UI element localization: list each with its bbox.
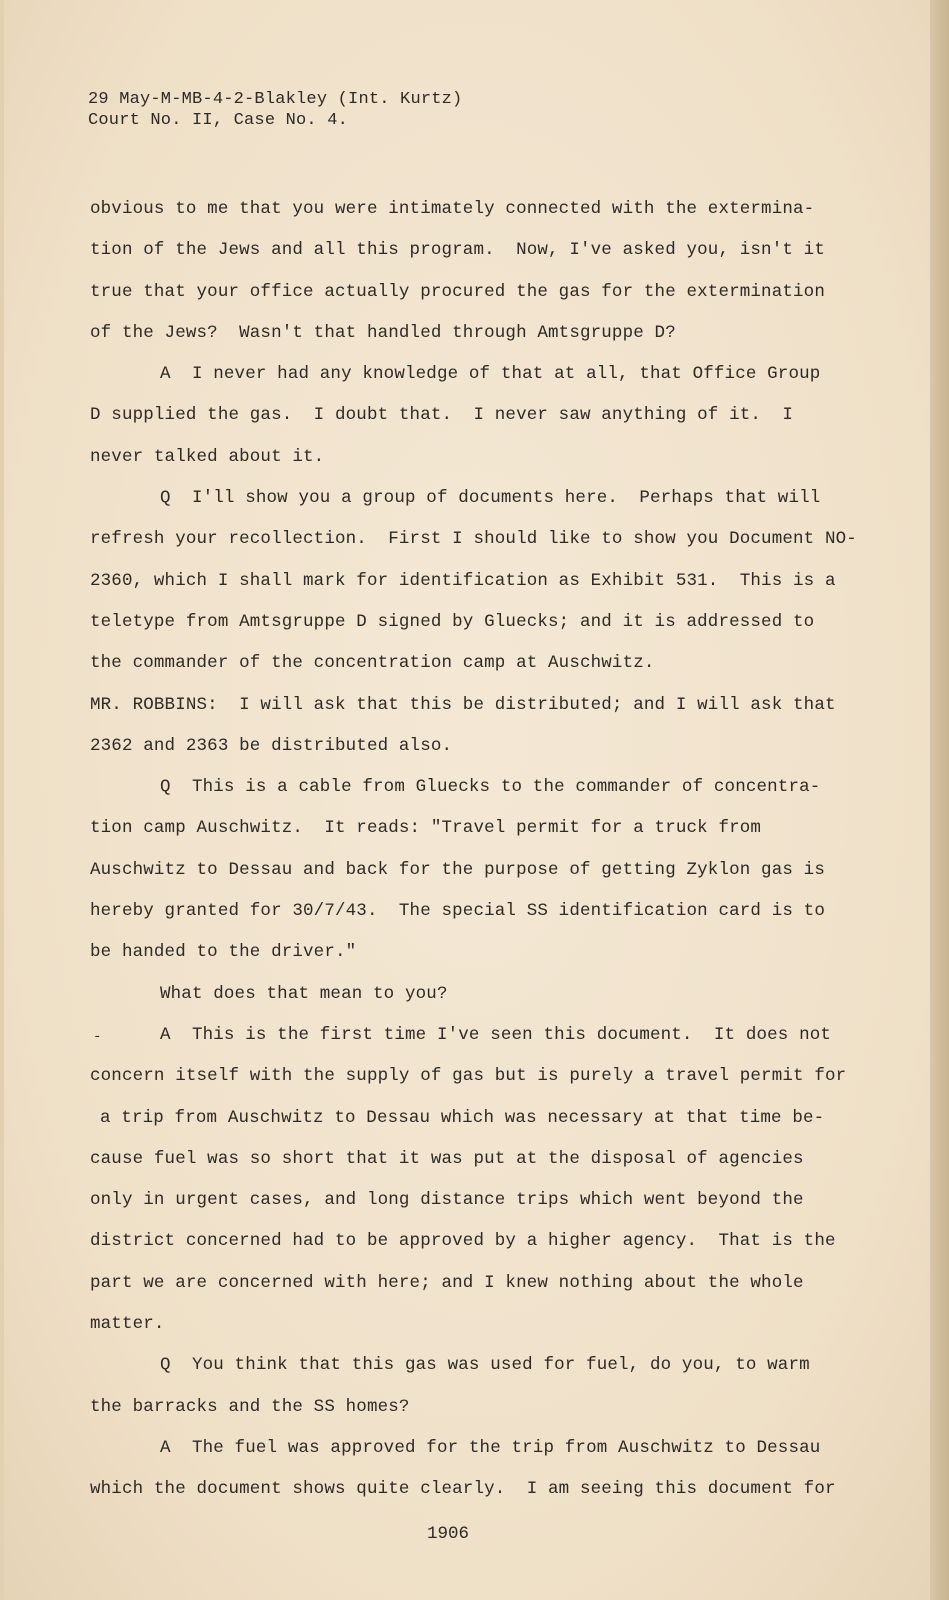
text-line: district concerned had to be approved by a higher agency. That is the xyxy=(90,1231,836,1252)
text-line: What does that mean to you? xyxy=(160,983,448,1004)
text-line: matter. xyxy=(90,1314,165,1335)
text-line: part we are concerned with here; and I knew nothing about the whole xyxy=(90,1272,804,1293)
header-line-2: Court No. II, Case No. 4. xyxy=(88,111,349,130)
text-line: Q I'll show you a group of documents here. Perhaps that will xyxy=(160,488,821,509)
text-line: the barracks and the SS homes? xyxy=(90,1396,410,1417)
page-left-edge xyxy=(0,0,4,1600)
text-line: refresh your recollection. First I should like to show you Document NO- xyxy=(90,529,857,550)
transcript-body xyxy=(90,189,857,1511)
text-line: teletype from Amtsgruppe D signed by Gluecks; and it is addressed to xyxy=(90,611,815,632)
text-line: never talked about it. xyxy=(90,446,325,467)
text-line: 2360, which I shall mark for identification as Exhibit 531. This is a xyxy=(90,570,836,591)
text-line: D supplied the gas. I doubt that. I never saw anything of it. I xyxy=(90,405,794,426)
text-line: true that your office actually procured the gas for the extermination xyxy=(90,281,825,302)
text-line: Auschwitz to Dessau and back for the purpose of getting Zyklon gas is xyxy=(90,859,825,880)
header-line-1: 29 May-M-MB-4-2-Blakley (Int. Kurtz) xyxy=(88,90,463,109)
text-line: A I never had any knowledge of that at all, that Office Group xyxy=(160,364,821,385)
text-line: a trip from Auschwitz to Dessau which was necessary at that time be- xyxy=(100,1107,825,1128)
text-line: only in urgent cases, and long distance trips which went beyond the xyxy=(90,1190,804,1211)
page-number: 1906 xyxy=(427,1524,470,1544)
text-line: A This is the first time I've seen this document. It does not xyxy=(160,1024,832,1045)
text-line: tion camp Auschwitz. It reads: "Travel permit for a truck from xyxy=(90,818,762,839)
text-line: of the Jews? Wasn't that handled through Amtsgruppe D? xyxy=(90,322,676,343)
page-right-edge xyxy=(930,0,949,1600)
text-line: Q This is a cable from Gluecks to the commander of concentra- xyxy=(160,777,821,798)
text-line: hereby granted for 30/7/43. The special SS identification card is to xyxy=(90,901,825,922)
text-line: A The fuel was approved for the trip from Auschwitz to Dessau xyxy=(160,1437,821,1458)
text-line: be handed to the driver." xyxy=(90,942,357,963)
text-line: obvious to me that you were intimately connected with the extermina- xyxy=(90,199,815,219)
text-line: tion of the Jews and all this program. Now, I've asked you, isn't it xyxy=(90,240,825,261)
text-line: Q You think that this gas was used for fuel, do you, to warm xyxy=(160,1355,810,1376)
text-line: the commander of the concentration camp at Auschwitz. xyxy=(90,653,655,674)
text-line: 2362 and 2363 be distributed also. xyxy=(90,735,453,756)
text-line: MR. ROBBINS: I will ask that this be distributed; and I will ask that xyxy=(90,694,836,715)
document-header xyxy=(88,89,462,131)
text-line: cause fuel was so short that it was put at the disposal of agencies xyxy=(90,1148,804,1169)
text-line: concern itself with the supply of gas but is purely a travel permit for xyxy=(90,1066,847,1087)
text-line: which the document shows quite clearly. I am seeing this document for xyxy=(90,1479,836,1500)
margin-dash: - xyxy=(93,1029,102,1045)
